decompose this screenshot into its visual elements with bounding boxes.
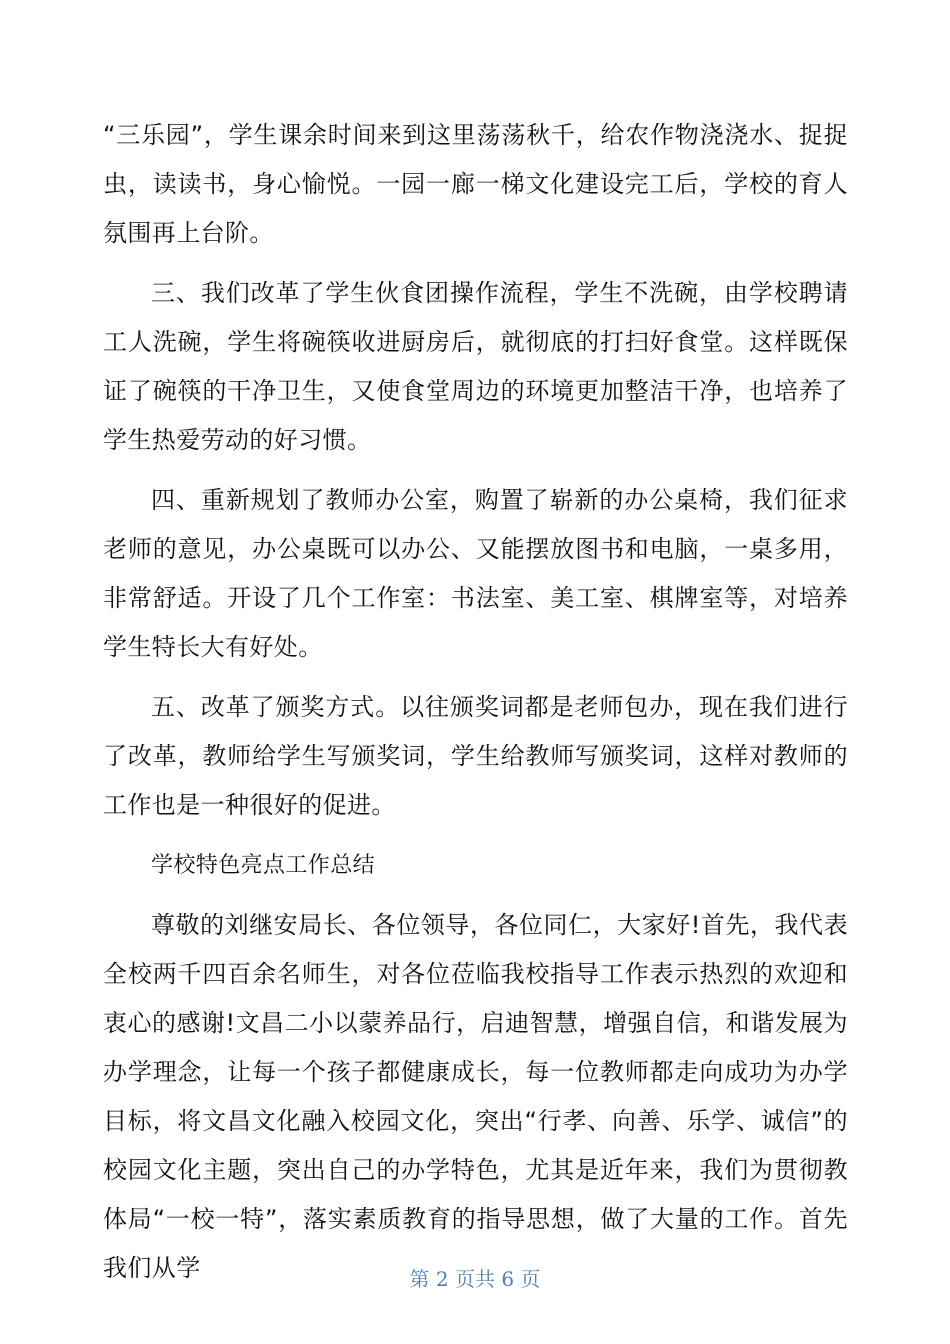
section-heading: 学校特色亮点工作总结 xyxy=(151,853,376,878)
paragraph-section-five: 五、改革了颁奖方式。以往颁奖词都是老师包办，现在我们进行了改革，教师给学生写颁奖词，学生给教师写颁奖词，这样对教师的工作也是一种很好的促进。 xyxy=(103,693,848,819)
paragraph-speech-opening: 尊敬的刘继安局长、各位领导，各位同仁，大家好!首先，我代表全校两千四百余名师生，对各位莅临我校指导工作表示热烈的欢迎和衷心的感谢!文昌二小以蒙养品行，启迪智慧，增强自信，和谐发展为办学理念，让每一个孩子都健康成长，每一位教师都走向成功为办学目标，将文昌文化融入校园文化，突出“行孝、向善、乐学、诚信”的校园文化主题，突出自己的办学特色，尤其是近年来，我们为贯彻教体局“一校一特”，落实素质教育的指导思想，做了大量的工作。首先我们从学 xyxy=(103,911,848,1282)
paragraph-continuation: “三乐园”，学生课余时间来到这里荡荡秋千，给农作物浇浇水、捉捉虫，读读书，身心愉悦。一园一廊一梯文化建设完工后，学校的育人氛围再上台阶。 xyxy=(103,121,848,247)
page-number-footer: 第 2 页共 6 页 xyxy=(409,1267,541,1291)
document-body xyxy=(103,111,848,1304)
paragraph-section-three: 三、我们改革了学生伙食团操作流程，学生不洗碗，由学校聘请工人洗碗，学生将碗筷收进厨房后，就彻底的打扫好食堂。这样既保证了碗筷的干净卫生，又使食堂周边的环境更加整洁干净，也培养了学生热爱劳动的好习惯。 xyxy=(103,279,848,454)
paragraph-section-four: 四、重新规划了教师办公室，购置了崭新的办公桌椅，我们征求老师的意见，办公桌既可以办公、又能摆放图书和电脑，一桌多用，非常舒适。开设了几个工作室：书法室、美工室、棋牌室等，对培养学生特长大有好处。 xyxy=(103,486,848,661)
